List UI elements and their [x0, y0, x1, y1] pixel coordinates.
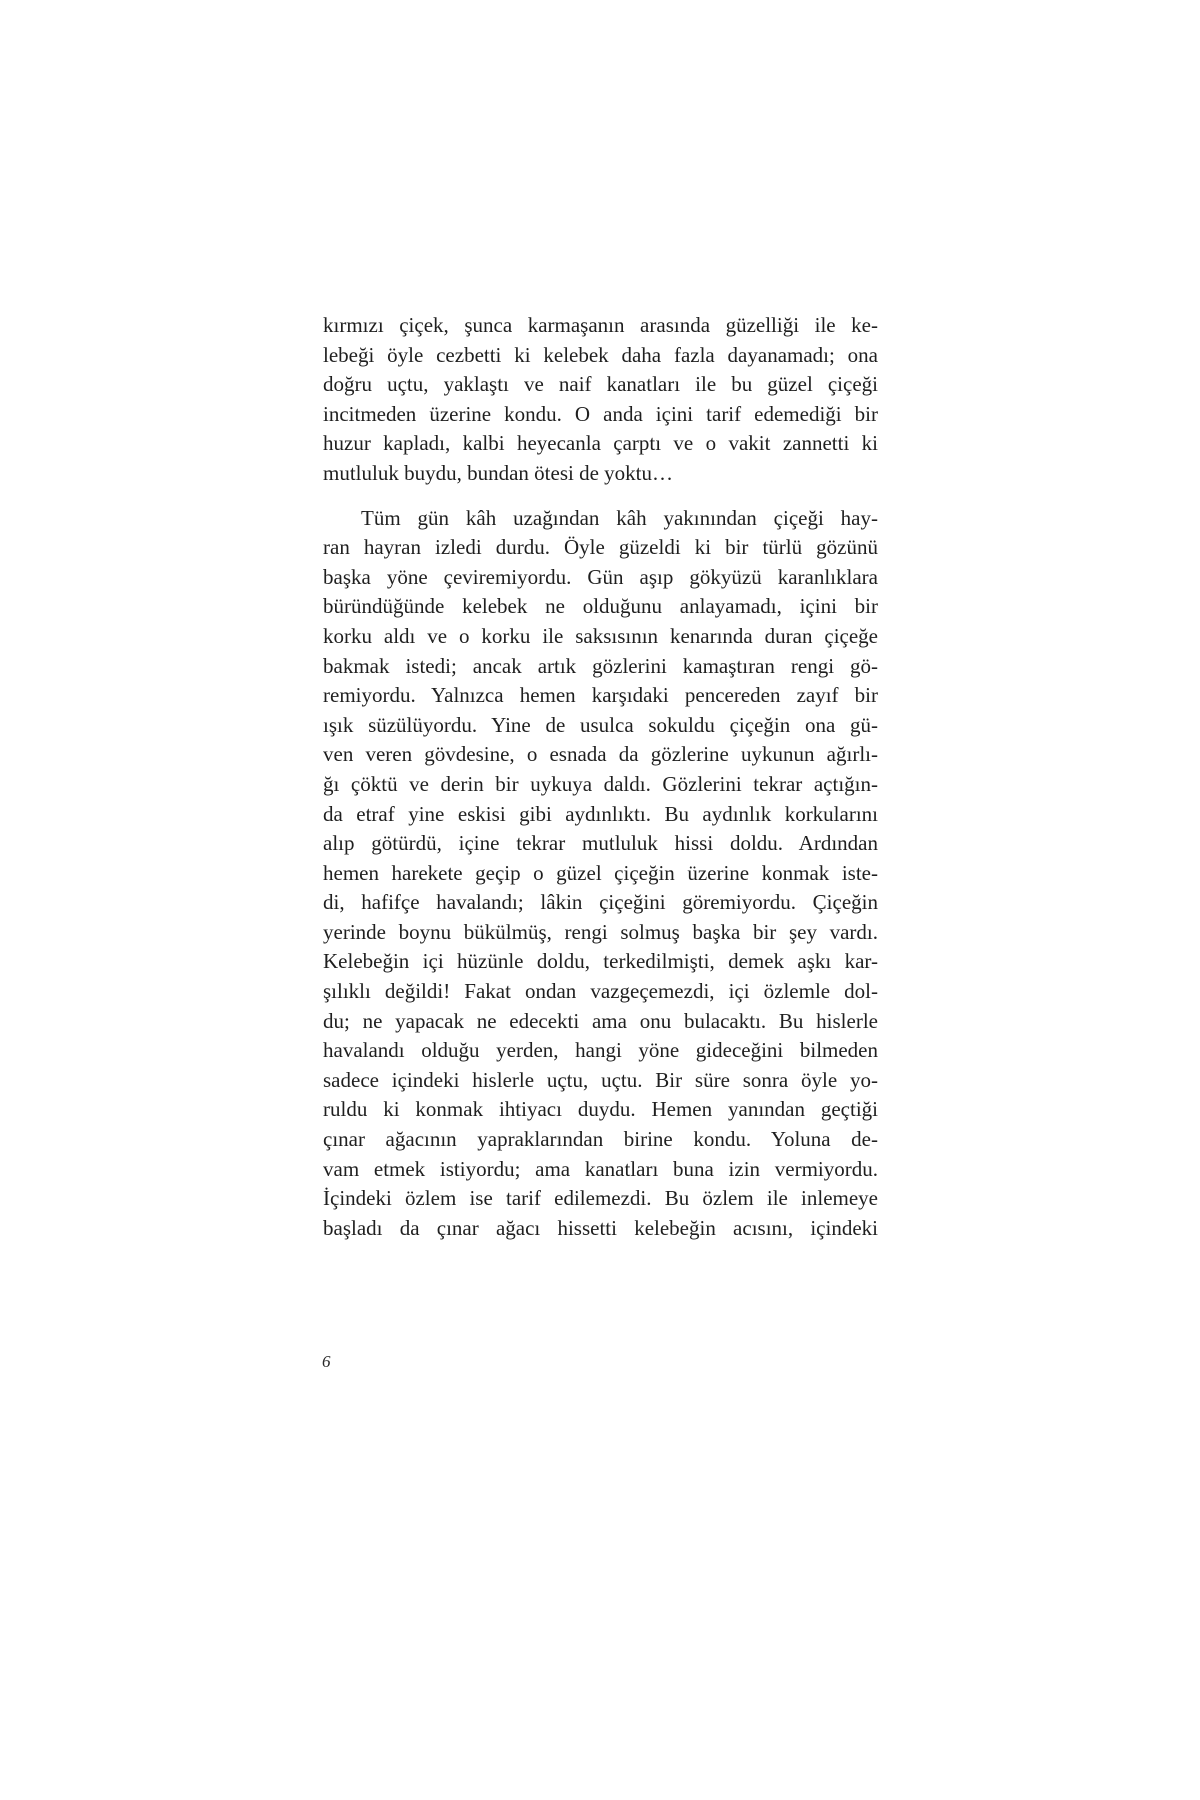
paragraph-1 — [323, 311, 878, 489]
text-line: da etraf yine eskisi gibi aydınlıktı. Bu aydınlık korkularını — [323, 801, 878, 826]
text-line: korku aldı ve o korku ile saksısının kenarında duran çiçeğe — [323, 623, 878, 648]
text-line: ven veren gövdesine, o esnada da gözlerine uykunun ağırlı- — [323, 742, 878, 767]
text-line: şılıklı değildi! Fakat ondan vazgeçemezdi, içi özlemle dol- — [323, 979, 878, 1004]
text-line: alıp götürdü, içine tekrar mutluluk hissi doldu. Ardından — [323, 831, 878, 856]
text-line: İçindeki özlem ise tarif edilemezdi. Bu özlem ile inlemeye — [323, 1186, 878, 1211]
text-line: huzur kapladı, kalbi heyecanla çarptı ve o vakit zannetti ki — [323, 431, 878, 456]
text-line: du; ne yapacak ne edecekti ama onu bulacaktı. Bu hislerle — [323, 1008, 878, 1033]
paragraph-gap — [323, 489, 878, 504]
text-line: incitmeden üzerine kondu. O anda içini tarif edemediği bir — [323, 401, 878, 426]
text-line: sadece içindeki hislerle uçtu, uçtu. Bir süre sonra öyle yo- — [323, 1067, 878, 1092]
text-line: vam etmek istiyordu; ama kanatları buna izin vermiyordu. — [323, 1156, 878, 1181]
text-line: ğı çöktü ve derin bir uykuya daldı. Gözlerini tekrar açtığın- — [323, 771, 878, 796]
body-text — [323, 311, 878, 1243]
text-line: ruldu ki konmak ihtiyacı duydu. Hemen yanından geçtiği — [323, 1097, 878, 1122]
text-line: bakmak istedi; ancak artık gözlerini kamaştıran rengi gö- — [323, 653, 878, 678]
text-line: çınar ağacının yapraklarından birine kondu. Yoluna de- — [323, 1127, 878, 1152]
text-line: Tüm gün kâh uzağından kâh yakınından çiçeği hay- — [361, 505, 878, 530]
text-line: ışık süzülüyordu. Yine de usulca sokuldu çiçeğin ona gü- — [323, 712, 878, 737]
text-line: ran hayran izledi durdu. Öyle güzeldi ki bir türlü gözünü — [323, 535, 878, 560]
text-line: başka yöne çeviremiyordu. Gün aşıp gökyüzü karanlıklara — [323, 564, 878, 589]
text-line: hemen harekete geçip o güzel çiçeğin üzerine konmak iste- — [323, 860, 878, 885]
text-line: Kelebeğin içi hüzünle doldu, terkedilmişti, demek aşkı kar- — [323, 949, 878, 974]
text-line: büründüğünde kelebek ne olduğunu anlayamadı, içini bir — [323, 594, 878, 619]
text-line: başladı da çınar ağacı hissetti kelebeğin acısını, içindeki — [323, 1215, 878, 1240]
text-line: havalandı olduğu yerden, hangi yöne gideceğini bilmeden — [323, 1038, 878, 1063]
text-line: mutluluk buydu, bundan ötesi de yoktu… — [323, 460, 673, 485]
text-line: remiyordu. Yalnızca hemen karşıdaki pencereden zayıf bir — [323, 683, 878, 708]
text-line: di, hafifçe havalandı; lâkin çiçeğini göremiyordu. Çiçeğin — [323, 890, 878, 915]
text-line: lebeği öyle cezbetti ki kelebek daha fazla dayanamadı; ona — [323, 342, 878, 367]
text-line: kırmızı çiçek, şunca karmaşanın arasında güzelliği ile ke- — [323, 313, 878, 337]
text-line: yerinde boynu bükülmüş, rengi solmuş başka bir şey vardı. — [323, 919, 878, 944]
paragraph-2 — [323, 504, 878, 1244]
text-line: doğru uçtu, yaklaştı ve naif kanatları ile bu güzel çiçeği — [323, 372, 878, 397]
page-number: 6 — [322, 1352, 331, 1371]
